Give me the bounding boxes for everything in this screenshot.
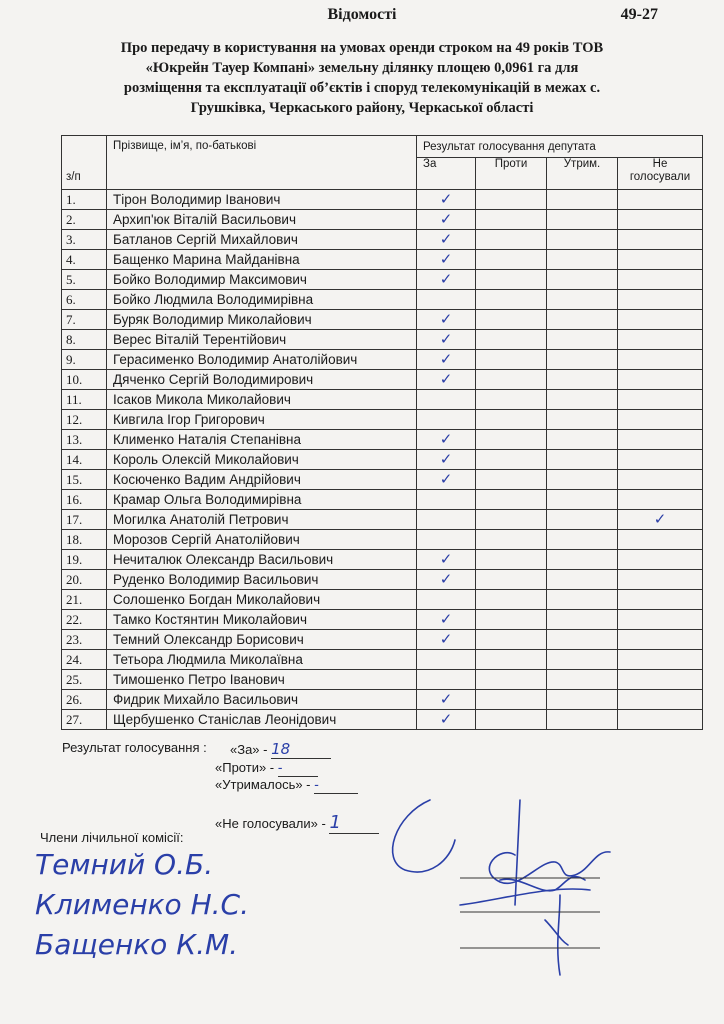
deputy-name: Щербушенко Станіслав Леонідович xyxy=(107,710,417,730)
check-mark-icon: ✓ xyxy=(439,429,453,448)
check-mark-icon: ✓ xyxy=(439,709,453,728)
deputy-name: Бойко Людмила Володимирівна xyxy=(107,290,417,310)
commission-member-signature: Темний О.Б. xyxy=(35,848,214,881)
commission-label: Члени лічильної комісії: xyxy=(40,830,184,845)
result-for: «За» - 18 xyxy=(230,740,331,759)
document-title: Відомості xyxy=(327,6,397,23)
column-for-header: За xyxy=(417,158,476,190)
column-result-header: Результат голосування депутата xyxy=(417,136,703,158)
deputy-name: Кивгила Ігор Григорович xyxy=(107,410,417,430)
column-abstain-header: Утрим. xyxy=(547,158,618,190)
row-number: 17. xyxy=(62,510,107,530)
deputy-name: Темний Олександр Борисович xyxy=(107,630,417,650)
check-mark-icon: ✓ xyxy=(439,569,453,588)
row-number: 4. xyxy=(62,250,107,270)
row-number: 5. xyxy=(62,270,107,290)
check-mark-icon: ✓ xyxy=(439,209,453,228)
deputy-name: Архип'юк Віталій Васильович xyxy=(107,210,417,230)
row-number: 20. xyxy=(62,570,107,590)
row-number: 22. xyxy=(62,610,107,630)
row-number: 3. xyxy=(62,230,107,250)
column-novote-header: Не голосували xyxy=(618,158,703,190)
signature-stroke xyxy=(393,800,455,872)
deputy-name: Бойко Володимир Максимович xyxy=(107,270,417,290)
row-number: 13. xyxy=(62,430,107,450)
check-mark-icon: ✓ xyxy=(439,689,453,708)
signature-stroke xyxy=(460,889,590,905)
row-number: 25. xyxy=(62,670,107,690)
row-number: 6. xyxy=(62,290,107,310)
deputy-name: Крамар Ольга Володимирівна xyxy=(107,490,417,510)
document-number: 49-27 xyxy=(620,6,658,23)
deputy-name: Солошенко Богдан Миколайович xyxy=(107,590,417,610)
check-mark-icon: ✓ xyxy=(439,329,453,348)
signature-stroke xyxy=(545,920,568,945)
check-mark-icon: ✓ xyxy=(439,349,453,368)
column-against-header: Проти xyxy=(476,158,547,190)
row-number: 26. xyxy=(62,690,107,710)
result-for-value: 18 xyxy=(271,740,291,758)
deputy-name: Тамко Костянтин Миколайович xyxy=(107,610,417,630)
row-number: 27. xyxy=(62,710,107,730)
deputy-name: Верес Віталій Терентійович xyxy=(107,330,417,350)
deputy-name: Фидрик Михайло Васильович xyxy=(107,690,417,710)
result-abstain-value: - xyxy=(314,778,319,793)
column-number-header: з/п xyxy=(62,136,107,190)
deputy-name: Могилка Анатолій Петрович xyxy=(107,510,417,530)
check-mark-icon: ✓ xyxy=(439,369,453,388)
signature-stroke xyxy=(515,800,520,905)
deputy-name: Тетьора Людмила Миколаївна xyxy=(107,650,417,670)
row-number: 24. xyxy=(62,650,107,670)
row-number: 18. xyxy=(62,530,107,550)
deputy-name: Герасименко Володимир Анатолійович xyxy=(107,350,417,370)
subject-line: Про передачу в користування на умовах оренди строком на 49 років ТОВ xyxy=(120,40,604,56)
subject-line: Грушківка, Черкаського району, Черкаської області xyxy=(190,100,534,116)
row-number: 11. xyxy=(62,390,107,410)
row-number: 2. xyxy=(62,210,107,230)
row-number: 21. xyxy=(62,590,107,610)
row-number: 1. xyxy=(62,190,107,210)
check-mark-icon: ✓ xyxy=(439,269,453,288)
deputy-name: Косюченко Вадим Андрійович xyxy=(107,470,417,490)
deputy-name: Тірон Володимир Іванович xyxy=(107,190,417,210)
deputy-name: Тимошенко Петро Іванович xyxy=(107,670,417,690)
row-number: 23. xyxy=(62,630,107,650)
row-number: 14. xyxy=(62,450,107,470)
result-label: Результат голосування : xyxy=(62,740,207,755)
row-number: 9. xyxy=(62,350,107,370)
check-mark-icon: ✓ xyxy=(653,509,667,528)
deputy-name: Нечиталюк Олександр Васильович xyxy=(107,550,417,570)
check-mark-icon: ✓ xyxy=(439,449,453,468)
row-number: 10. xyxy=(62,370,107,390)
check-mark-icon: ✓ xyxy=(439,609,453,628)
result-novote: «Не голосували» - 1 xyxy=(215,812,379,834)
check-mark-icon: ✓ xyxy=(439,629,453,648)
result-against-value: - xyxy=(277,761,283,776)
deputy-name: Морозов Сергій Анатолійович xyxy=(107,530,417,550)
check-mark-icon: ✓ xyxy=(439,309,453,328)
deputy-name: Дяченко Сергій Володимирович xyxy=(107,370,417,390)
row-number: 7. xyxy=(62,310,107,330)
row-number: 15. xyxy=(62,470,107,490)
result-against: «Проти» - - xyxy=(215,760,318,777)
result-novote-value: 1 xyxy=(329,812,341,833)
check-mark-icon: ✓ xyxy=(439,249,453,268)
deputy-name: Руденко Володимир Васильович xyxy=(107,570,417,590)
result-abstain: «Утрималось» - - xyxy=(215,777,358,794)
deputy-name: Клименко Наталія Степанівна xyxy=(107,430,417,450)
commission-member-signature: Бащенко К.М. xyxy=(35,928,239,961)
deputy-name: Король Олексій Миколайович xyxy=(107,450,417,470)
deputy-name: Буряк Володимир Миколайович xyxy=(107,310,417,330)
subject-line: «Юкрейн Тауер Компані» земельну ділянку площею 0,0961 га для xyxy=(145,60,579,76)
column-name-header: Прізвище, ім’я, по-батькові xyxy=(107,136,417,190)
commission-member-signature: Клименко Н.С. xyxy=(35,888,249,921)
row-number: 8. xyxy=(62,330,107,350)
deputy-name: Бащенко Марина Майданівна xyxy=(107,250,417,270)
row-number: 19. xyxy=(62,550,107,570)
subject-line: розміщення та експлуатації об’єктів і споруд телекомунікацій в межах с. xyxy=(123,80,601,96)
deputy-name: Ісаков Микола Миколайович xyxy=(107,390,417,410)
check-mark-icon: ✓ xyxy=(439,469,453,488)
check-mark-icon: ✓ xyxy=(439,189,453,208)
check-mark-icon: ✓ xyxy=(439,229,453,248)
deputy-name: Батланов Сергій Михайлович xyxy=(107,230,417,250)
row-number: 12. xyxy=(62,410,107,430)
row-number: 16. xyxy=(62,490,107,510)
check-mark-icon: ✓ xyxy=(439,549,453,568)
